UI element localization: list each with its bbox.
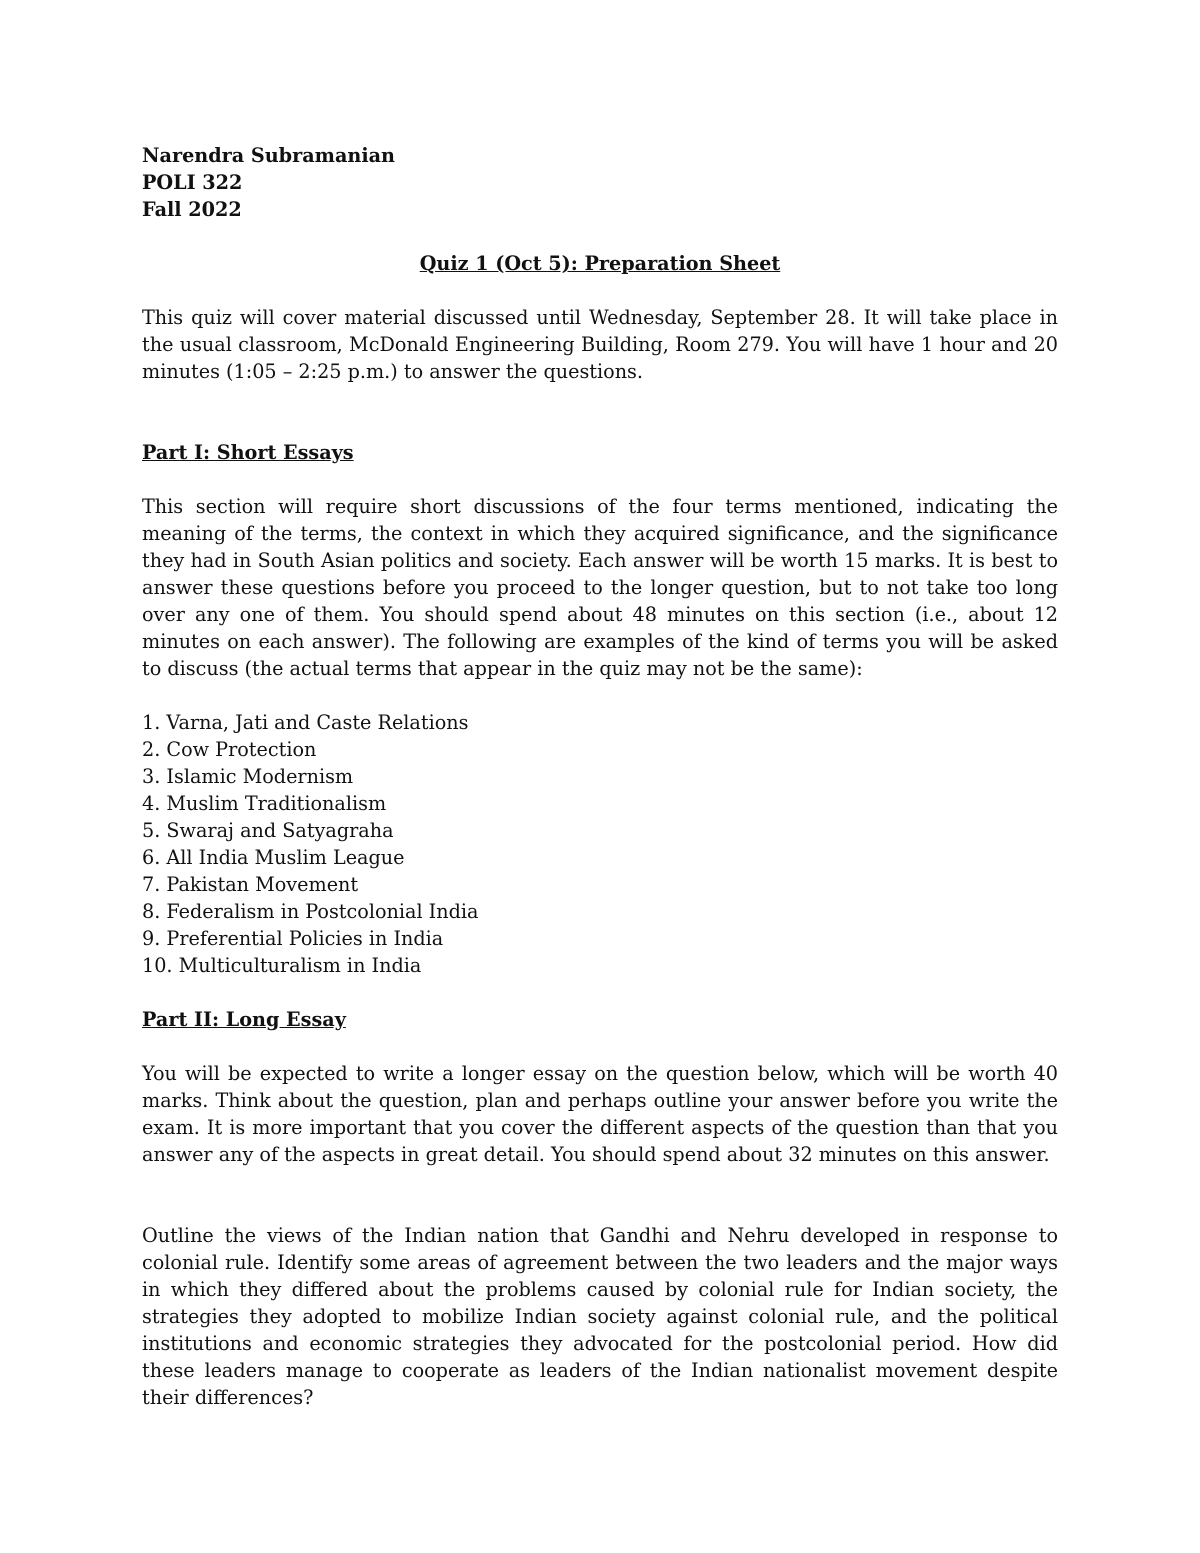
document-page	[142, 142, 1058, 1411]
page-title: Quiz 1 (Oct 5): Preparation Sheet	[419, 252, 781, 275]
list-item: 10. Multiculturalism in India	[142, 954, 422, 977]
list-item: 5. Swaraj and Satyagraha	[142, 819, 394, 842]
author-name: Narendra Subramanian	[142, 144, 395, 167]
list-item: 3. Islamic Modernism	[142, 765, 354, 788]
part1-heading: Part I: Short Essays	[142, 441, 354, 464]
list-item: 4. Muslim Traditionalism	[142, 792, 387, 815]
part2-body: You will be expected to write a longer essay on the question below, which will be worth 40 marks. Think about the question, plan and perhaps outline your answer before you write the exam. It is more important that you cover the different aspects of the question than that you answer any of the aspects in great detail. You should spend about 32 minutes on this answer.	[142, 1062, 1058, 1166]
part2-heading: Part II: Long Essay	[142, 1008, 346, 1031]
part1-body: This section will require short discussions of the four terms mentioned, indicating the meaning of the terms, the context in which they acquired significance, and the significance they had in South Asian politics and society. Each answer will be worth 15 marks. It is best to answer these questions before you proceed to the longer question, but to not take too long over any one of them. You should spend about 48 minutes on this section (i.e., about 12 minutes on each answer). The following are examples of the kind of terms you will be asked to discuss (the actual terms that appear in the quiz may not be the same):	[142, 495, 1058, 680]
list-item: 1. Varna, Jati and Caste Relations	[142, 711, 469, 734]
list-item: 6. All India Muslim League	[142, 846, 405, 869]
term-label: Fall 2022	[142, 198, 242, 221]
list-item: 9. Preferential Policies in India	[142, 927, 444, 950]
list-item: 8. Federalism in Postcolonial India	[142, 900, 479, 923]
course-code: POLI 322	[142, 171, 243, 194]
essay-question: Outline the views of the Indian nation that Gandhi and Nehru developed in response to colonial rule. Identify some areas of agreement between the two leaders and the major ways in which they differed about the problems caused by colonial rule for Indian society, the strategies they adopted to mobilize Indian society against colonial rule, and the political institutions and economic strategies they advocated for the postcolonial period. How did these leaders manage to cooperate as leaders of the Indian nationalist movement despite their differences?	[142, 1224, 1058, 1409]
intro-paragraph: This quiz will cover material discussed until Wednesday, September 28. It will take place in the usual classroom, McDonald Engineering Building, Room 279. You will have 1 hour and 20 minutes (1:05 – 2:25 p.m.) to answer the questions.	[142, 306, 1058, 383]
list-item: 7. Pakistan Movement	[142, 873, 359, 896]
list-item: 2. Cow Protection	[142, 738, 317, 761]
terms-list	[142, 709, 1058, 979]
